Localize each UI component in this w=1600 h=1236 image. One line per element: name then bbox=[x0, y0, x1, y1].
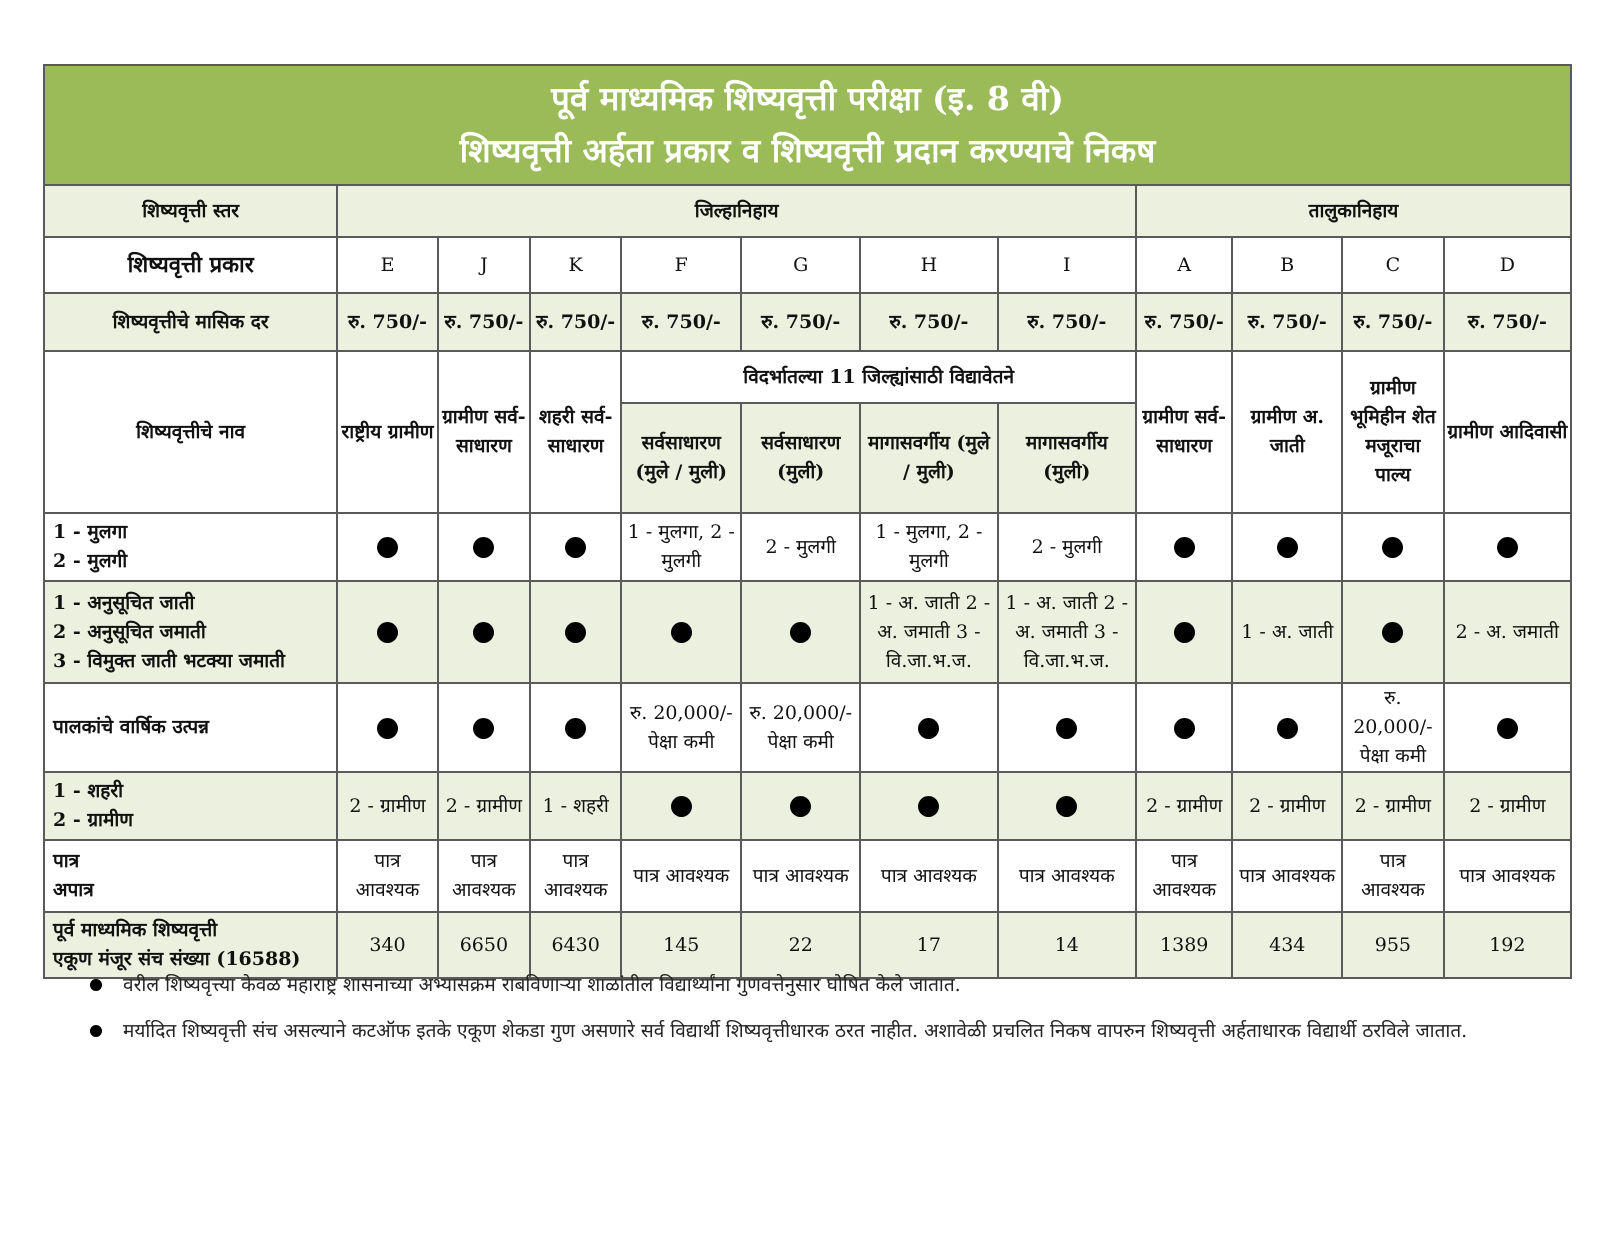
eligibility-value: पात्र आवश्यक bbox=[752, 864, 849, 887]
scholarship-name-H: मागासवर्गीय (मुले / मुली) bbox=[860, 403, 997, 513]
scholarship-name-E: राष्ट्रीय ग्रामीण bbox=[337, 351, 437, 513]
name-label: शिष्यवृत्तीचे नाव bbox=[44, 351, 337, 513]
scholarship-name-B: ग्रामीण अ. जाती bbox=[1232, 351, 1342, 513]
eligibility-value: पात्र आवश्यक bbox=[1152, 850, 1217, 901]
note-2 bbox=[90, 1014, 1510, 1048]
rate-cell-E: रु. 750/- bbox=[337, 293, 437, 351]
dot-icon bbox=[1174, 622, 1195, 643]
dot-icon bbox=[473, 718, 494, 739]
eligibility-value: पात्र आवश्यक bbox=[1361, 850, 1425, 901]
caste-cell-H bbox=[860, 581, 997, 683]
area-cell-J bbox=[438, 772, 530, 840]
area-value: 2 - ग्रामीण bbox=[1354, 794, 1431, 817]
bullet-icon bbox=[90, 979, 102, 991]
income-value: रु. 20,000/- पेक्षा कमी bbox=[749, 701, 853, 753]
eligibility-cell-B bbox=[1232, 840, 1342, 912]
eligibility-label-line: पात्र bbox=[53, 850, 80, 872]
area-label-line: 1 - शहरी bbox=[53, 780, 124, 802]
title-line-1: पूर्व माध्यमिक शिष्यवृत्ती परीक्षा (इ. 8 वी) bbox=[551, 79, 1064, 118]
total-value: 6650 bbox=[459, 933, 509, 956]
dot-icon bbox=[565, 622, 586, 643]
caste-cell-D bbox=[1444, 581, 1571, 683]
caste-row-label bbox=[44, 581, 337, 683]
rate-cell-K: रु. 750/- bbox=[530, 293, 621, 351]
eligibility-value: पात्र आवश्यक bbox=[633, 864, 730, 887]
note-1-text: वरील शिष्यवृत्त्या केवळ महाराष्ट्र शासनाच्या अभ्यासक्रम राबविणाऱ्या शाळांतील विद्यार्थ्यांना गुणवत्तेनुसार घोषित केले जातात. bbox=[123, 974, 961, 996]
caste-cell-C bbox=[1342, 581, 1444, 683]
area-row-label bbox=[44, 772, 337, 840]
dot-icon bbox=[671, 796, 692, 817]
dot-icon bbox=[1174, 537, 1195, 558]
total-label-line: पूर्व माध्यमिक शिष्यवृत्ती bbox=[53, 919, 218, 941]
rate-cell-F: रु. 750/- bbox=[621, 293, 741, 351]
type-cell-E: E bbox=[337, 237, 437, 293]
eligibility-cell-I bbox=[998, 840, 1136, 912]
income-cell-I bbox=[998, 683, 1136, 772]
gender-cell-F bbox=[621, 513, 741, 581]
dot-icon bbox=[1056, 718, 1077, 739]
dot-icon bbox=[918, 796, 939, 817]
total-value: 340 bbox=[369, 933, 406, 956]
income-cell-K bbox=[530, 683, 621, 772]
gender-cell-J bbox=[438, 513, 530, 581]
income-cell-J bbox=[438, 683, 530, 772]
eligibility-value: पात्र आवश्यक bbox=[880, 864, 977, 887]
rate-cell-B: रु. 750/- bbox=[1232, 293, 1342, 351]
total-label-line: एकूण मंजूर संच संख्या (16588) bbox=[53, 948, 301, 970]
gender-cell-D bbox=[1444, 513, 1571, 581]
note-1 bbox=[90, 968, 1510, 1002]
type-cell-I: I bbox=[998, 237, 1136, 293]
eligibility-cell-G bbox=[741, 840, 860, 912]
dot-icon bbox=[377, 718, 398, 739]
notes-section bbox=[90, 968, 1510, 1060]
type-cell-B: B bbox=[1232, 237, 1342, 293]
income-cell-D bbox=[1444, 683, 1571, 772]
caste-value: 2 - अ. जमाती bbox=[1455, 620, 1559, 643]
dot-icon bbox=[790, 622, 811, 643]
rate-cell-I: रु. 750/- bbox=[998, 293, 1136, 351]
title-line-2: शिष्यवृत्ती अर्हता प्रकार व शिष्यवृत्ती प्रदान करण्याचे निकष bbox=[459, 131, 1156, 170]
caste-label-line: 2 - अनुसूचित जमाती bbox=[53, 620, 206, 643]
type-cell-H: H bbox=[860, 237, 997, 293]
area-label-line: 2 - ग्रामीण bbox=[53, 809, 133, 831]
eligibility-cell-A bbox=[1136, 840, 1232, 912]
caste-cell-G bbox=[741, 581, 860, 683]
caste-value: 1 - अ. जाती 2 - अ. जमाती 3 - वि.जा.भ.ज. bbox=[1005, 591, 1129, 672]
caste-cell-I bbox=[998, 581, 1136, 683]
scholarship-name-C: ग्रामीण भूमिहीन शेत मजूराचा पाल्य bbox=[1342, 351, 1444, 513]
dot-icon bbox=[1497, 537, 1518, 558]
rate-cell-J: रु. 750/- bbox=[438, 293, 530, 351]
income-row-label bbox=[44, 683, 337, 772]
area-cell-H bbox=[860, 772, 997, 840]
area-cell-A bbox=[1136, 772, 1232, 840]
type-cell-K: K bbox=[530, 237, 621, 293]
eligibility-value: पात्र आवश्यक bbox=[452, 850, 516, 901]
gender-cell-G bbox=[741, 513, 860, 581]
income-cell-C bbox=[1342, 683, 1444, 772]
rate-cell-C: रु. 750/- bbox=[1342, 293, 1444, 351]
area-cell-C bbox=[1342, 772, 1444, 840]
income-cell-E bbox=[337, 683, 437, 772]
income-cell-A bbox=[1136, 683, 1232, 772]
eligibility-value: पात्र आवश्यक bbox=[1459, 864, 1556, 887]
total-value: 22 bbox=[788, 933, 813, 956]
dot-icon bbox=[473, 622, 494, 643]
gender-label-line: 1 - मुलगा bbox=[53, 521, 128, 543]
area-cell-B bbox=[1232, 772, 1342, 840]
area-cell-E bbox=[337, 772, 437, 840]
total-value: 955 bbox=[1374, 933, 1412, 956]
dot-icon bbox=[377, 622, 398, 643]
rate-cell-G: रु. 750/- bbox=[741, 293, 860, 351]
gender-value: 2 - मुलगी bbox=[1031, 535, 1103, 558]
income-cell-G bbox=[741, 683, 860, 772]
total-value: 17 bbox=[916, 933, 941, 956]
gender-cell-A bbox=[1136, 513, 1232, 581]
caste-label-line: 1 - अनुसूचित जाती bbox=[53, 591, 195, 614]
eligibility-value: पात्र आवश्यक bbox=[1018, 864, 1115, 887]
total-value: 14 bbox=[1054, 933, 1079, 956]
dot-icon bbox=[1497, 718, 1518, 739]
eligibility-cell-F bbox=[621, 840, 741, 912]
scholarship-name-K: शहरी सर्व- साधारण bbox=[530, 351, 621, 513]
scholarship-name-F: सर्वसाधारण (मुले / मुली) bbox=[621, 403, 741, 513]
caste-cell-J bbox=[438, 581, 530, 683]
area-cell-K bbox=[530, 772, 621, 840]
scholarship-criteria-table bbox=[43, 64, 1572, 979]
gender-label-line: 2 - मुलगी bbox=[53, 550, 128, 572]
eligibility-value: पात्र आवश्यक bbox=[543, 850, 608, 901]
dot-icon bbox=[671, 622, 692, 643]
eligibility-cell-C bbox=[1342, 840, 1444, 912]
page-title bbox=[44, 65, 1571, 185]
dot-icon bbox=[1277, 537, 1298, 558]
eligibility-cell-K bbox=[530, 840, 621, 912]
total-value: 1389 bbox=[1160, 933, 1209, 956]
dot-icon bbox=[473, 537, 494, 558]
caste-cell-F bbox=[621, 581, 741, 683]
gender-cell-E bbox=[337, 513, 437, 581]
area-value: 1 - शहरी bbox=[542, 794, 609, 817]
type-cell-F: F bbox=[621, 237, 741, 293]
eligibility-cell-J bbox=[438, 840, 530, 912]
note-2-text: मर्यादित शिष्यवृत्ती संच असल्याने कटऑफ इतके एकूण शेकडा गुण असणारे सर्व विद्यार्थी शिष्यवृत्तीधारक ठरत नाहीत. अशावेळी प्रचलित निकष वापरुन शिष्यवृत्ती अर्हताधारक विद्यार्थी ठरविले जातात. bbox=[123, 1020, 1468, 1042]
total-value: 6430 bbox=[551, 933, 600, 956]
gender-value: 1 - मुलगा, 2 - मुलगी bbox=[627, 521, 735, 572]
gender-row-label bbox=[44, 513, 337, 581]
gender-value: 2 - मुलगी bbox=[765, 535, 836, 558]
dot-icon bbox=[565, 537, 586, 558]
eligibility-label-line: अपात्र bbox=[53, 879, 94, 901]
income-cell-H bbox=[860, 683, 997, 772]
gender-value: 1 - मुलगा, 2 - मुलगी bbox=[875, 521, 983, 572]
type-cell-G: G bbox=[741, 237, 860, 293]
scholarship-name-J: ग्रामीण सर्व- साधारण bbox=[438, 351, 530, 513]
area-value: 2 - ग्रामीण bbox=[1249, 794, 1326, 817]
scholarship-name-D: ग्रामीण आदिवासी bbox=[1444, 351, 1571, 513]
eligibility-row-label bbox=[44, 840, 337, 912]
dot-icon bbox=[790, 796, 811, 817]
dot-icon bbox=[918, 718, 939, 739]
district-wise-header: जिल्हानिहाय bbox=[337, 185, 1136, 237]
rate-label: शिष्यवृत्तीचे मासिक दर bbox=[44, 293, 337, 351]
dot-icon bbox=[565, 718, 586, 739]
eligibility-value: पात्र आवश्यक bbox=[1239, 864, 1336, 887]
eligibility-cell-E bbox=[337, 840, 437, 912]
total-value: 434 bbox=[1269, 933, 1306, 956]
area-cell-I bbox=[998, 772, 1136, 840]
total-value: 145 bbox=[663, 933, 700, 956]
area-value: 2 - ग्रामीण bbox=[445, 794, 523, 817]
caste-cell-E bbox=[337, 581, 437, 683]
scholarship-name-A: ग्रामीण सर्व- साधारण bbox=[1136, 351, 1232, 513]
dot-icon bbox=[377, 537, 398, 558]
income-value: रु. 20,000/- पेक्षा कमी bbox=[1353, 687, 1433, 767]
dot-icon bbox=[1174, 718, 1195, 739]
caste-value: 1 - अ. जाती bbox=[1241, 620, 1334, 643]
rate-cell-D: रु. 750/- bbox=[1444, 293, 1571, 351]
dot-icon bbox=[1056, 796, 1077, 817]
income-value: रु. 20,000/- पेक्षा कमी bbox=[629, 701, 733, 753]
type-cell-A: A bbox=[1136, 237, 1232, 293]
type-cell-J: J bbox=[438, 237, 530, 293]
rate-cell-H: रु. 750/- bbox=[860, 293, 997, 351]
gender-cell-K bbox=[530, 513, 621, 581]
bullet-icon bbox=[90, 1025, 102, 1037]
income-cell-F bbox=[621, 683, 741, 772]
gender-cell-B bbox=[1232, 513, 1342, 581]
scholarship-name-G: सर्वसाधारण (मुली) bbox=[741, 403, 860, 513]
dot-icon bbox=[1382, 622, 1403, 643]
gender-cell-I bbox=[998, 513, 1136, 581]
type-cell-C: C bbox=[1342, 237, 1444, 293]
area-value: 2 - ग्रामीण bbox=[1469, 794, 1546, 817]
rate-cell-A: रु. 750/- bbox=[1136, 293, 1232, 351]
vidarbha-header: विदर्भातल्या 11 जिल्ह्यांसाठी विद्यावेतने bbox=[621, 351, 1136, 403]
income-label-line: पालकांचे वार्षिक उत्पन्न bbox=[53, 716, 209, 738]
caste-cell-K bbox=[530, 581, 621, 683]
income-cell-B bbox=[1232, 683, 1342, 772]
area-value: 2 - ग्रामीण bbox=[349, 794, 426, 817]
caste-cell-A bbox=[1136, 581, 1232, 683]
eligibility-cell-D bbox=[1444, 840, 1571, 912]
area-cell-D bbox=[1444, 772, 1571, 840]
total-value: 192 bbox=[1489, 933, 1526, 956]
type-label: शिष्यवृत्ती प्रकार bbox=[44, 237, 337, 293]
type-cell-D: D bbox=[1444, 237, 1571, 293]
dot-icon bbox=[1382, 537, 1403, 558]
caste-label-line: 3 - विमुक्त जाती भटक्या जमाती bbox=[53, 649, 285, 672]
area-value: 2 - ग्रामीण bbox=[1146, 794, 1223, 817]
scholarship-name-I: मागासवर्गीय (मुली) bbox=[998, 403, 1136, 513]
caste-cell-B bbox=[1232, 581, 1342, 683]
level-label: शिष्यवृत्ती स्तर bbox=[44, 185, 337, 237]
dot-icon bbox=[1277, 718, 1298, 739]
scholarship-table-wrapper bbox=[43, 64, 1572, 979]
caste-value: 1 - अ. जाती 2 - अ. जमाती 3 - वि.जा.भ.ज. bbox=[867, 591, 991, 672]
gender-cell-H bbox=[860, 513, 997, 581]
gender-cell-C bbox=[1342, 513, 1444, 581]
eligibility-value: पात्र आवश्यक bbox=[355, 850, 420, 901]
eligibility-cell-H bbox=[860, 840, 997, 912]
taluka-wise-header: तालुकानिहाय bbox=[1136, 185, 1571, 237]
area-cell-F bbox=[621, 772, 741, 840]
area-cell-G bbox=[741, 772, 860, 840]
